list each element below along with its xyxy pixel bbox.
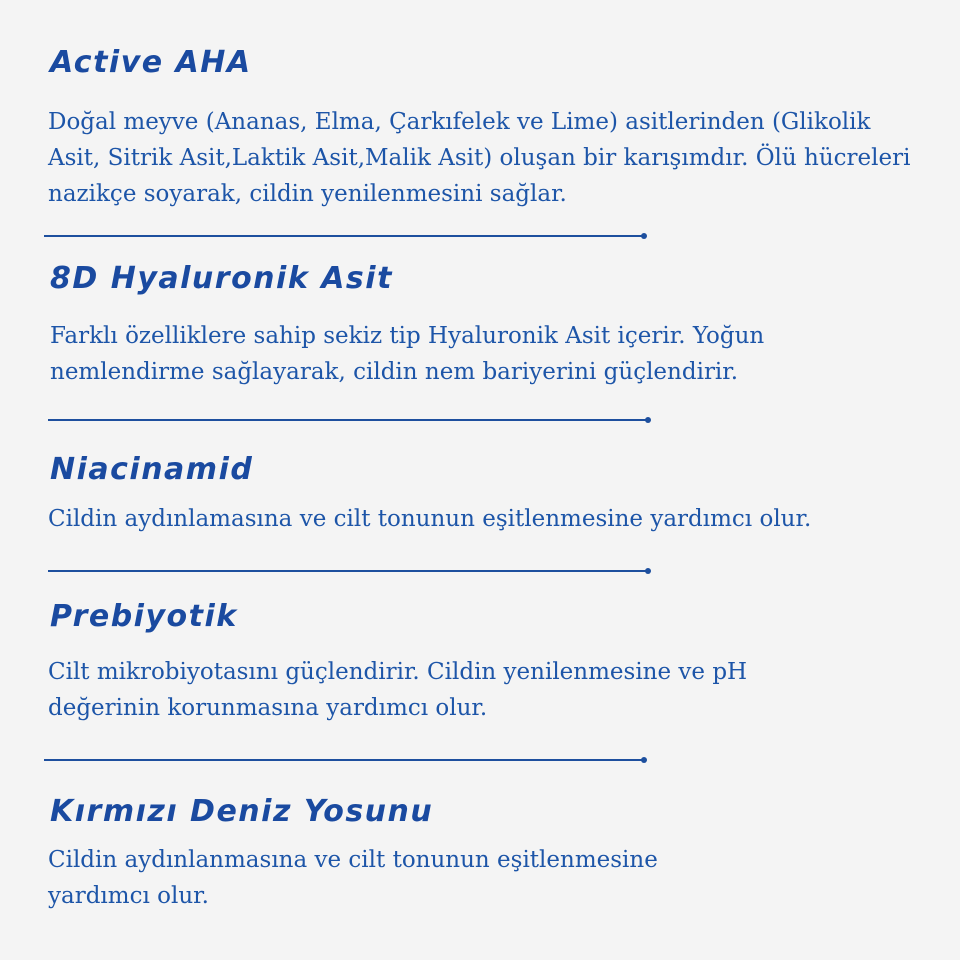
section-line: nazikçe soyarak, cildin yenilenmesini sağlar. xyxy=(48,181,567,207)
section-body-niacinamid xyxy=(48,501,928,537)
section-title-hyaluronik-asit: 8D Hyaluronik Asit xyxy=(50,261,393,296)
section-divider xyxy=(48,419,648,421)
section-body-kirmizi-deniz-yosunu xyxy=(48,842,928,914)
section-title-kirmizi-deniz-yosunu: Kırmızı Deniz Yosunu xyxy=(50,794,434,829)
section-line: nemlendirme sağlayarak, cildin nem bariyerini güçlendirir. xyxy=(50,359,739,385)
section-line: Cildin aydınlamasına ve cilt tonunun eşitlenmesine yardımcı olur. xyxy=(48,506,812,532)
section-divider xyxy=(44,759,644,761)
section-line: Farklı özelliklere sahip sekiz tip Hyaluronik Asit içerir. Yoğun xyxy=(50,323,765,349)
section-title-active-aha: Active AHA xyxy=(50,45,252,80)
section-line: Doğal meyve (Ananas, Elma, Çarkıfelek ve Lime) asitlerinden (Glikolik xyxy=(48,109,871,135)
section-line: yardımcı olur. xyxy=(48,883,209,909)
section-title-prebiyotik: Prebiyotik xyxy=(50,599,238,634)
section-divider xyxy=(48,570,648,572)
section-title-niacinamid: Niacinamid xyxy=(50,452,254,487)
section-body-prebiyotik xyxy=(48,654,928,726)
section-line: değerinin korunmasına yardımcı olur. xyxy=(48,695,488,721)
section-line: Cildin aydınlanmasına ve cilt tonunun eşitlenmesine xyxy=(48,847,658,873)
section-divider xyxy=(44,235,644,237)
section-body-hyaluronik-asit xyxy=(50,318,930,390)
section-body-active-aha xyxy=(48,104,948,212)
section-line: Cilt mikrobiyotasını güçlendirir. Cildin yenilenmesine ve pH xyxy=(48,659,748,685)
section-line: Asit, Sitrik Asit,Laktik Asit,Malik Asit) oluşan bir karışımdır. Ölü hücreleri xyxy=(48,145,911,171)
